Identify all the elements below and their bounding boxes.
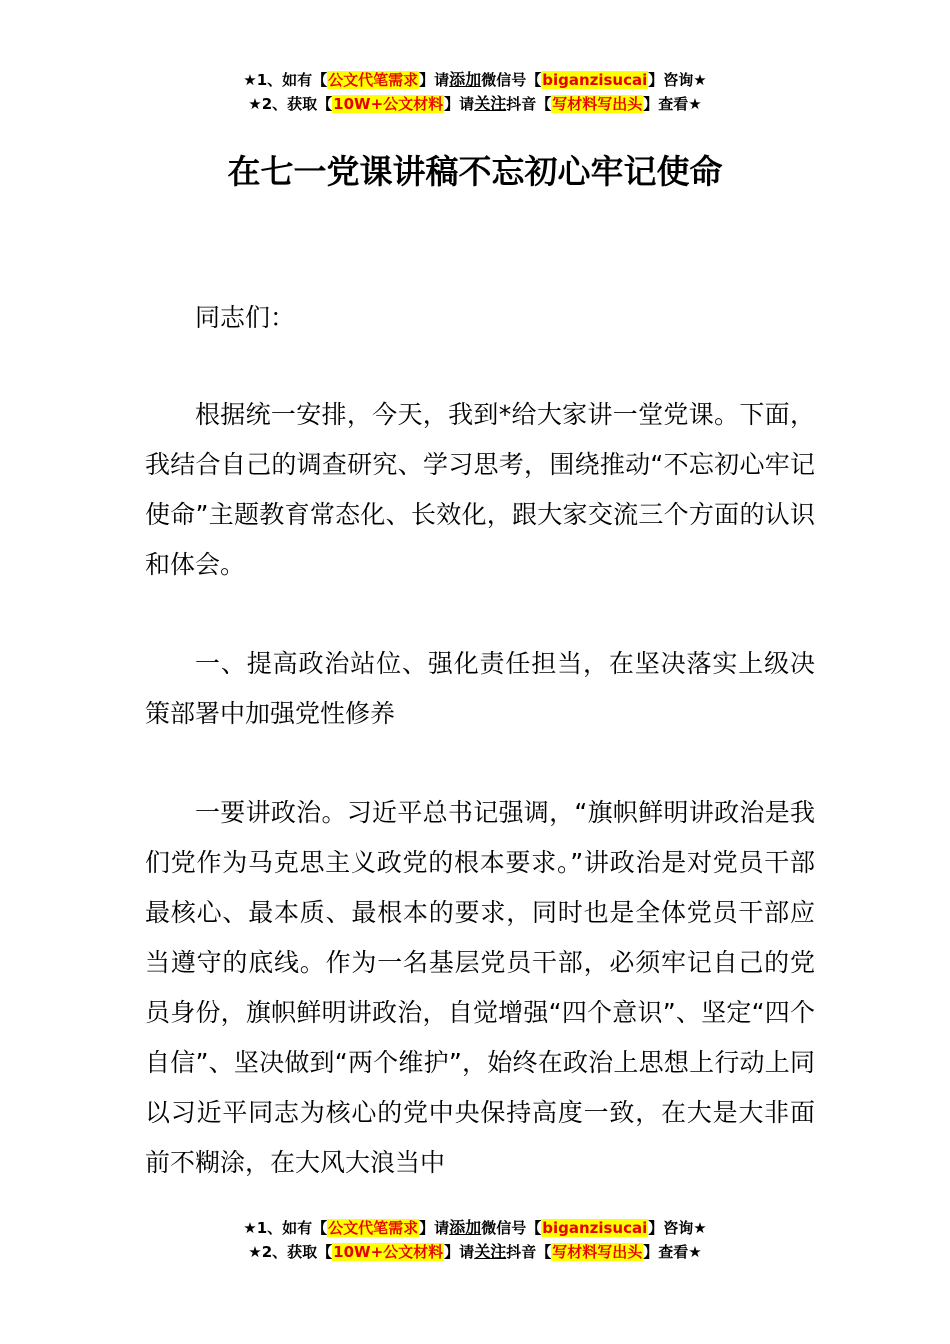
paragraph-intro: 根据统一安排，今天，我到*给大家讲一堂党课。下面，我结合自己的调查研究、学习思考，围绕推动“不忘初心牢记使命”主题教育常态化、长效化，跟大家交流三个方面的认识和体会。: [145, 400, 815, 579]
banner-text: 抖音【: [506, 1243, 552, 1261]
banner-text: 】咨询: [648, 1219, 694, 1237]
banner-text: 】查看: [643, 95, 689, 113]
banner-text: 】请: [419, 71, 450, 89]
banner-highlight: 10W+公文材料: [333, 95, 444, 113]
section-heading-1: 一、提高政治站位、强化责任担当，在坚决落实上级决策部署中加强党性修养: [145, 649, 815, 728]
bottom-banner: [0, 1216, 950, 1264]
banner-text: 微信号【: [481, 71, 542, 89]
salutation: 同志们：: [195, 303, 296, 332]
banner-text: 2、获取【: [261, 95, 333, 113]
banner-highlight: 写材料写出头: [552, 95, 643, 113]
banner-highlight: biganzisucai: [542, 1219, 648, 1237]
star-icon: ★: [688, 95, 702, 113]
banner-text: 2、获取【: [261, 1243, 333, 1261]
star-icon: ★: [693, 71, 707, 89]
star-icon: ★: [693, 1219, 707, 1237]
top-banner: [0, 68, 950, 116]
banner-emphasis: 添加: [449, 1218, 482, 1237]
paragraph-body: 一要讲政治。习近平总书记强调，“旗帜鲜明讲政治是我们党作为马克思主义政党的根本要求。”讲政治是对党员干部最核心、最本质、最根本的要求，同时也是全体党员干部应当遵守的底线。作为一名基层党员干部，必须牢记自己的党员身份，旗帜鲜明讲政治，自觉增强“四个意识”、坚定“四个自信”、坚决做到“两个维护”，始终在政治上思想上行动上同以习近平同志为核心的党中央保持高度一致，在大是大非面前不糊涂，在大风大浪当中: [145, 798, 815, 1177]
banner-emphasis: 关注: [474, 94, 507, 113]
banner-emphasis: 添加: [449, 70, 482, 89]
banner-line-1: [0, 68, 950, 92]
banner-text: 1、如有【: [256, 71, 328, 89]
star-icon: ★: [248, 1243, 262, 1261]
banner-highlight: 写材料写出头: [552, 1243, 643, 1261]
banner-text: 】请: [444, 95, 475, 113]
banner-line-1: [0, 1216, 950, 1240]
banner-highlight: 公文代笔需求: [328, 71, 419, 89]
star-icon: ★: [243, 71, 257, 89]
star-icon: ★: [688, 1243, 702, 1261]
banner-highlight: 10W+公文材料: [333, 1243, 444, 1261]
banner-text: 抖音【: [506, 95, 552, 113]
banner-text: 微信号【: [481, 1219, 542, 1237]
banner-text: 】请: [419, 1219, 450, 1237]
banner-text: 】查看: [643, 1243, 689, 1261]
banner-text: 1、如有【: [256, 1219, 328, 1237]
banner-line-2: [0, 92, 950, 116]
banner-highlight: 公文代笔需求: [328, 1219, 419, 1237]
star-icon: ★: [243, 1219, 257, 1237]
banner-text: 】请: [444, 1243, 475, 1261]
star-icon: ★: [248, 95, 262, 113]
document-title: 在七一党课讲稿不忘初心牢记使命: [227, 152, 723, 191]
banner-emphasis: 关注: [474, 1242, 507, 1261]
banner-highlight: biganzisucai: [542, 71, 648, 89]
banner-line-2: [0, 1240, 950, 1264]
banner-text: 】咨询: [648, 71, 694, 89]
